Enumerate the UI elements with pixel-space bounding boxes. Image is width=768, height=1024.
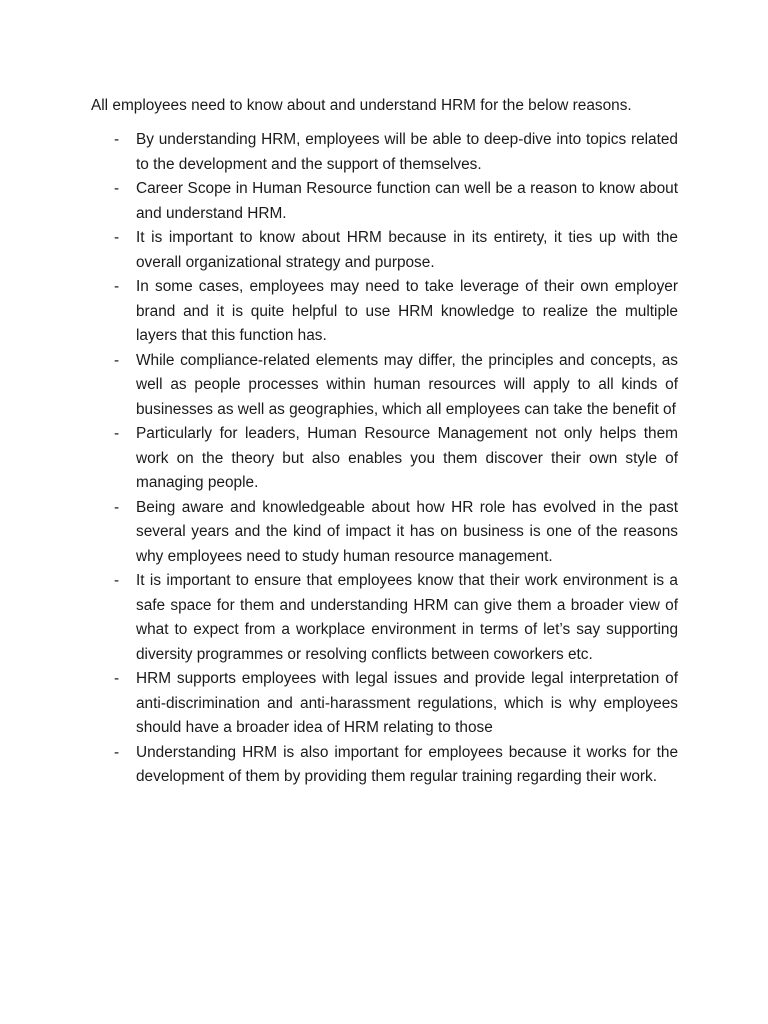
list-item xyxy=(91,128,678,177)
list-item xyxy=(91,667,678,741)
list-item xyxy=(91,569,678,667)
dash-bullet-icon: - xyxy=(114,425,120,442)
dash-bullet-icon: - xyxy=(114,572,120,589)
list-item-text: It is important to ensure that employees know that their work environment is a safe space for them and understanding HRM can give them a broader view of what to expect from a workplace environment in terms of let’s say supporting diversity programmes or resolving conflicts between coworkers etc. xyxy=(136,572,678,663)
dash-bullet-icon: - xyxy=(114,498,120,516)
list-item-text: It is important to know about HRM because in its entirety, it ties up with the overall organizational strategy and purpose. xyxy=(136,229,678,271)
list-item-text: Understanding HRM is also important for employees because it works for the development of them by providing them regular training regarding their work. xyxy=(136,743,678,785)
list-item xyxy=(91,496,678,570)
dash-bullet-icon: - xyxy=(114,278,120,295)
intro-paragraph: All employees need to know about and understand HRM for the below reasons. xyxy=(91,97,632,114)
list-item xyxy=(91,177,678,226)
dash-bullet-icon: - xyxy=(114,743,120,761)
list-item xyxy=(91,226,678,275)
list-item-text: While compliance-related elements may differ, the principles and concepts, as well as people processes within human resources will apply to all kinds of businesses as well as geographies, which all employees can take the benefit of xyxy=(136,351,678,418)
list-item-text: Particularly for leaders, Human Resource Management not only helps them work on the theory but also enables you them discover their own style of managing people. xyxy=(136,425,678,491)
dash-bullet-icon: - xyxy=(114,229,120,246)
list-item xyxy=(91,275,678,349)
list-item-text: Career Scope in Human Resource function can well be a reason to know about and understand HRM. xyxy=(136,180,678,222)
reasons-list xyxy=(91,128,678,790)
list-item xyxy=(91,349,678,423)
list-item-text: In some cases, employees may need to take leverage of their own employer brand and it is quite helpful to use HRM knowledge to realize the multiple layers that this function has. xyxy=(136,278,678,344)
dash-bullet-icon: - xyxy=(114,351,120,369)
list-item xyxy=(91,422,678,496)
dash-bullet-icon: - xyxy=(114,670,120,687)
list-item-text: HRM supports employees with legal issues and provide legal interpretation of anti-discrimination and anti-harassment regulations, which is why employees should have a broader idea of HRM relating to those xyxy=(136,670,678,736)
list-item-text: By understanding HRM, employees will be able to deep-dive into topics related to the development and the support of themselves. xyxy=(136,131,678,173)
dash-bullet-icon: - xyxy=(114,180,120,197)
list-item-text: Being aware and knowledgeable about how HR role has evolved in the past several years and the kind of impact it has on business is one of the reasons why employees need to study human resource management. xyxy=(136,498,678,565)
dash-bullet-icon: - xyxy=(114,131,120,148)
list-item xyxy=(91,741,678,790)
